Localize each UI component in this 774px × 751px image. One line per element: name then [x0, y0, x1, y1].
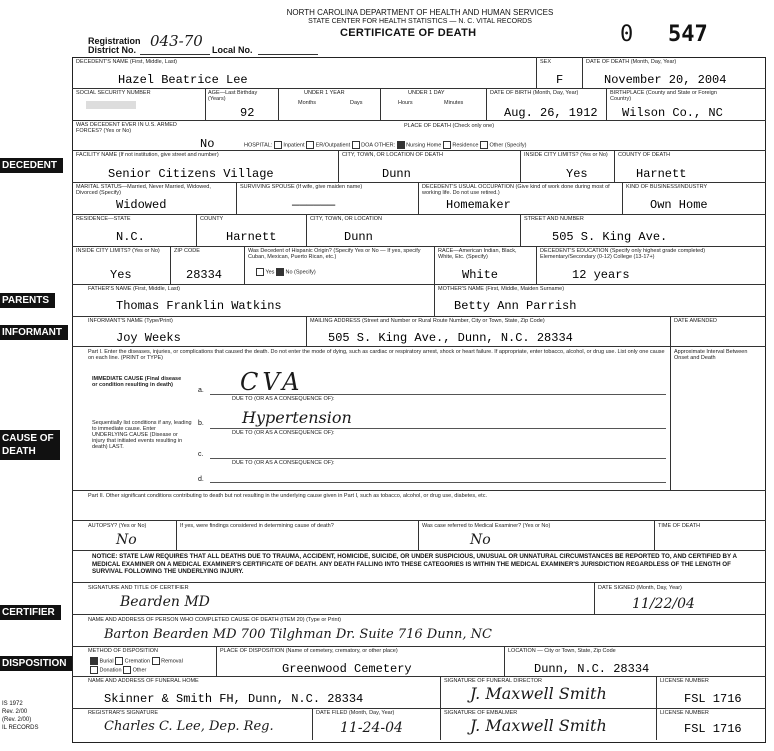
other-disposition-label: Other [132, 667, 147, 674]
doa-checkbox[interactable] [352, 141, 360, 149]
location-label: LOCATION — City or Town, State, Zip Code [508, 648, 616, 654]
minutes-label: Minutes [444, 100, 464, 106]
agency-line-2: STATE CENTER FOR HEALTH STATISTICS — N. C. VITAL RECORDS [308, 18, 532, 25]
time-of-death-label: TIME OF DEATH [658, 523, 701, 529]
hispanic-yes-label: Yes [265, 269, 275, 276]
occupation-value: Homemaker [446, 198, 511, 212]
footer-line-2: Rev. 2/00 [2, 709, 28, 715]
method-options-1 [90, 657, 183, 665]
under-1-year-label: UNDER 1 YEAR [304, 90, 345, 96]
hispanic-no-checkbox[interactable] [276, 268, 284, 276]
zip-value: 28334 [186, 268, 223, 282]
cause-line-a: CVA [240, 368, 304, 396]
funeral-home-value: Skinner & Smith FH, Dunn, N.C. 28334 [104, 692, 364, 706]
street-label: STREET AND NUMBER [524, 216, 584, 222]
age-label: AGE—Last Birthday (Years) [208, 90, 258, 102]
decedent-name-label: DECEDENT'S NAME (First, Middle, Last) [76, 59, 177, 65]
age-value: 92 [240, 106, 255, 120]
agency-line-1: NORTH CAROLINA DEPARTMENT OF HEALTH AND HUMAN SERVICES [286, 8, 554, 17]
birthplace-value: Wilson Co., NC [622, 106, 723, 120]
spouse-label: SURVIVING SPOUSE (If wife, give maiden name) [240, 184, 363, 190]
dob-label: DATE OF BIRTH (Month, Day, Year) [490, 90, 579, 96]
res-inside-value: Yes [110, 268, 132, 282]
inside-limits-value: Yes [566, 167, 588, 181]
method-options-2 [90, 666, 146, 674]
days-label: Days [350, 100, 363, 106]
marital-value: Widowed [116, 198, 167, 212]
informant-name-label: INFORMANT'S NAME (Type/Print) [88, 318, 173, 324]
facility-value: Senior Citizens Village [108, 167, 274, 181]
certifier-sig-label: SIGNATURE AND TITLE OF CERTIFIER [88, 585, 189, 591]
birthplace-label: BIRTHPLACE (County and State or Foreign Country) [610, 90, 717, 102]
ssn-label: SOCIAL SECURITY NUMBER [76, 90, 151, 96]
other-specify-checkbox[interactable] [480, 141, 488, 149]
due-to-b: DUE TO (OR AS A CONSEQUENCE OF): [232, 430, 335, 436]
registration-label: Registration [88, 36, 141, 46]
hispanic-options [256, 268, 316, 276]
cremation-checkbox[interactable] [115, 657, 123, 665]
informant-name-value: Joy Weeks [116, 331, 181, 345]
zip-label: ZIP CODE [174, 248, 200, 254]
license-label: LICENSE NUMBER [660, 678, 709, 684]
autopsy-value: No [116, 532, 137, 548]
embalmer-signature: J. Maxwell Smith [470, 716, 607, 735]
completer-label: NAME AND ADDRESS OF PERSON WHO COMPLETED CAUSE OF DEATH (ITEM 20) (Type or Print) [88, 617, 341, 623]
cause-line-b: Hypertension [242, 408, 352, 427]
residence-state-value: N.C. [116, 230, 145, 244]
other-disposition-checkbox[interactable] [123, 666, 131, 674]
date-signed-label: DATE SIGNED (Month, Day, Year) [598, 585, 682, 591]
district-label: District No. [88, 45, 137, 55]
certificate-prefix: 0 [620, 22, 634, 47]
tab-informant: INFORMANT [0, 325, 68, 340]
location-value: Dunn, N.C. 28334 [534, 662, 650, 676]
city-label: CITY, TOWN, OR LOCATION OF DEATH [342, 152, 443, 158]
certificate-title: CERTIFICATE OF DEATH [340, 27, 477, 39]
nursing-home-checkbox[interactable] [397, 141, 405, 149]
inpatient-checkbox[interactable] [274, 141, 282, 149]
mother-label: MOTHER'S NAME (First, Middle, Maiden Surname) [438, 286, 565, 292]
findings-label: If yes, were findings considered in determining cause of death? [180, 523, 334, 529]
father-label: FATHER'S NAME (First, Middle, Last) [88, 286, 181, 292]
residence-checkbox[interactable] [443, 141, 451, 149]
funeral-home-label: NAME AND ADDRESS OF FUNERAL HOME [88, 678, 199, 684]
date-filed-value: 11-24-04 [340, 720, 403, 736]
burial-checkbox[interactable] [90, 657, 98, 665]
cremation-label: Cremation [124, 658, 151, 665]
license-label-2: LICENSE NUMBER [660, 710, 709, 716]
residence-state-label: RESIDENCE—STATE [76, 216, 131, 222]
embalmer-label: SIGNATURE OF EMBALMER [444, 710, 518, 716]
county-of-death-label: COUNTY OF DEATH [618, 152, 671, 158]
sex-label: SEX [540, 59, 552, 65]
date-signed-value: 11/22/04 [632, 596, 695, 612]
business-label: KIND OF BUSINESS/INDUSTRY [626, 184, 708, 190]
other-label: OTHER: [374, 142, 396, 149]
date-amended-label: DATE AMENDED [674, 318, 717, 324]
certifier-signature: Bearden MD [120, 594, 210, 610]
footer-line-3: (Rev. 2/00) [2, 717, 32, 723]
removal-checkbox[interactable] [152, 657, 160, 665]
license-value: FSL 1716 [684, 692, 742, 706]
registrar-label: REGISTRAR'S SIGNATURE [88, 710, 159, 716]
business-value: Own Home [650, 198, 708, 212]
completer-value: Barton Bearden MD 700 Tilghman Dr. Suite 716 Dunn, NC [104, 627, 492, 642]
fd-signature-label: SIGNATURE OF FUNERAL DIRECTOR [444, 678, 542, 684]
hispanic-yes-checkbox[interactable] [256, 268, 264, 276]
license-value-2: FSL 1716 [684, 722, 742, 736]
residence-city-label: CITY, TOWN, OR LOCATION [310, 216, 383, 222]
hispanic-no-label: No (Specify) [285, 269, 316, 276]
interval-label: Approximate Interval Between Onset and Death [674, 349, 748, 361]
er-label: ER/Outpatient [315, 142, 351, 149]
tab-decedent: DECEDENT [0, 158, 63, 173]
donation-checkbox[interactable] [90, 666, 98, 674]
removal-label: Removal [161, 658, 183, 665]
sequential-label: Sequentially list conditions if any, leading to immediate cause. Enter UNDERLYING CAUSE (Disease or injury that initiated events resulting in death) LAST. [92, 420, 192, 450]
residence-label: Residence [452, 142, 479, 149]
er-checkbox[interactable] [306, 141, 314, 149]
father-value: Thomas Franklin Watkins [116, 299, 282, 313]
donation-label: Donation [99, 667, 122, 674]
fd-signature: J. Maxwell Smith [470, 684, 607, 703]
education-label: DECEDENT'S EDUCATION (Specify only highest grade completed) Elementary/Secondary (0-12) College (13-17+) [540, 248, 706, 260]
sex-value: F [556, 73, 564, 87]
armed-forces-label: WAS DECEDENT EVER IN U.S. ARMED FORCES? (Yes or No) [76, 122, 177, 134]
occupation-label: DECEDENT'S USUAL OCCUPATION (Give kind of work done during most of working life. Do not use retired.) [422, 184, 610, 196]
under-1-day-label: UNDER 1 DAY [408, 90, 445, 96]
place-disposition-value: Greenwood Cemetery [282, 662, 412, 676]
form-footer [2, 700, 38, 732]
method-label: METHOD OF DISPOSITION [88, 648, 158, 654]
place-of-death-label: PLACE OF DEATH (Check only one) [404, 123, 495, 129]
street-value: 505 S. King Ave. [552, 230, 668, 244]
place-disposition-label: PLACE OF DISPOSITION (Name of cemetery, crematory, or other place) [220, 648, 398, 654]
date-filed-label: DATE FILED (Month, Day, Year) [316, 710, 395, 716]
registrar-signature: Charles C. Lee, Dep. Reg. [104, 719, 274, 734]
other-specify-label: Other (Specify) [489, 142, 527, 149]
immediate-cause-label: IMMEDIATE CAUSE (Final disease or condition resulting in death) [92, 376, 182, 388]
hispanic-label: Was Decedent of Hispanic Origin? (Specify Yes or No — If yes, specify Cuban, Mexican, Puerto Rican, etc.) [248, 248, 421, 260]
marital-label: MARITAL STATUS—Married, Never Married, Widowed, Divorced (Specify) [76, 184, 211, 196]
tab-certifier: CERTIFIER [0, 605, 61, 620]
hospital-label: HOSPITAL: [244, 142, 273, 149]
me-value: No [470, 532, 491, 548]
race-value: White [462, 268, 499, 282]
mother-value: Betty Ann Parrish [454, 299, 577, 313]
burial-label: Burial [99, 658, 114, 665]
part-2-label: Part II. Other significant conditions contributing to death but not resulting in the underlying cause given in Part I, such as tobacco, alcohol, or drug use, diabetes, etc. [88, 493, 487, 499]
nursing-home-label: Nursing Home [406, 142, 442, 149]
notice-text: NOTICE: STATE LAW REQUIRES THAT ALL DEATHS DUE TO TRAUMA, ACCIDENT, HOMICIDE, SUICIDE, OR UNDER SUSPICIOUS, UNUSUAL OR UNNATURAL CIRCUMSTANCES BE REPORTED TO, AND CERTIFIED BY A MEDICAL EXAMINER ON A MEDICAL EXAMINER'S CERTIFICATE OF DEATH. ANY DEATH FALLING INTO THESE CATEGORIES IS WITHIN THE MEDICAL EXAMINER'S JURISDICTION REGARDLESS OF THE LENGTH OF SURVIVAL FOLLOWING THE UNDERLYING INJURY. [92, 553, 737, 575]
dob-value: Aug. 26, 1912 [504, 106, 598, 120]
education-value: 12 years [572, 268, 630, 282]
city-value: Dunn [382, 167, 411, 181]
me-label: Was case referred to Medical Examiner? (Yes or No) [422, 523, 551, 529]
informant-address-value: 505 S. King Ave., Dunn, N.C. 28334 [328, 331, 573, 345]
facility-label: FACILITY NAME (If not institution, give street and number) [76, 152, 219, 158]
dod-value: November 20, 2004 [604, 73, 727, 87]
tab-cause-of-death: CAUSE OF DEATH [0, 430, 60, 460]
armed-forces-value: No [200, 137, 215, 151]
place-of-death-options [244, 141, 526, 149]
spouse-value: —————— [292, 198, 336, 212]
months-label: Months [298, 100, 317, 106]
residence-county-value: Harnett [226, 230, 277, 244]
certificate-number: 547 [668, 22, 708, 47]
part-1-label: Part I. Enter the diseases, injuries, or complications that caused the death. Do not enter the mode of dying, such as cardiac or respiratory arrest, shock or heart failure. If appropriate, enter tobacco, alcohol, or drug use. List only one cause on each line. (PRINT or TYPE) [88, 349, 665, 361]
informant-address-label: MAILING ADDRESS (Street and Number or Rural Route Number, City or Town, State, Zip Code) [310, 318, 545, 324]
ssn-redacted [86, 101, 136, 109]
footer-line-1: IS 1972 [2, 701, 23, 707]
residence-county-label: COUNTY [200, 216, 224, 222]
due-to-a: DUE TO (OR AS A CONSEQUENCE OF): [232, 396, 335, 402]
footer-line-4: IL RECORDS [2, 725, 39, 731]
hours-label: Hours [398, 100, 413, 106]
district-value: 043-70 [150, 32, 203, 50]
local-label: Local No. [212, 45, 253, 55]
race-label: RACE—American Indian, Black, White, Etc. (Specify) [438, 248, 517, 260]
inside-limits-label: INSIDE CITY LIMITS? (Yes or No) [524, 152, 608, 158]
county-of-death-value: Harnett [636, 167, 687, 181]
inpatient-label: Inpatient [283, 142, 305, 149]
decedent-name: Hazel Beatrice Lee [118, 73, 248, 87]
res-inside-label: INSIDE CITY LIMITS? (Yes or No) [76, 248, 160, 254]
tab-parents: PARENTS [0, 293, 55, 308]
tab-disposition: DISPOSITION [0, 656, 72, 671]
doa-label: DOA [361, 142, 373, 149]
residence-city-value: Dunn [344, 230, 373, 244]
dod-label: DATE OF DEATH (Month, Day, Year) [586, 59, 677, 65]
due-to-c: DUE TO (OR AS A CONSEQUENCE OF): [232, 460, 335, 466]
autopsy-label: AUTOPSY? (Yes or No) [88, 523, 147, 529]
